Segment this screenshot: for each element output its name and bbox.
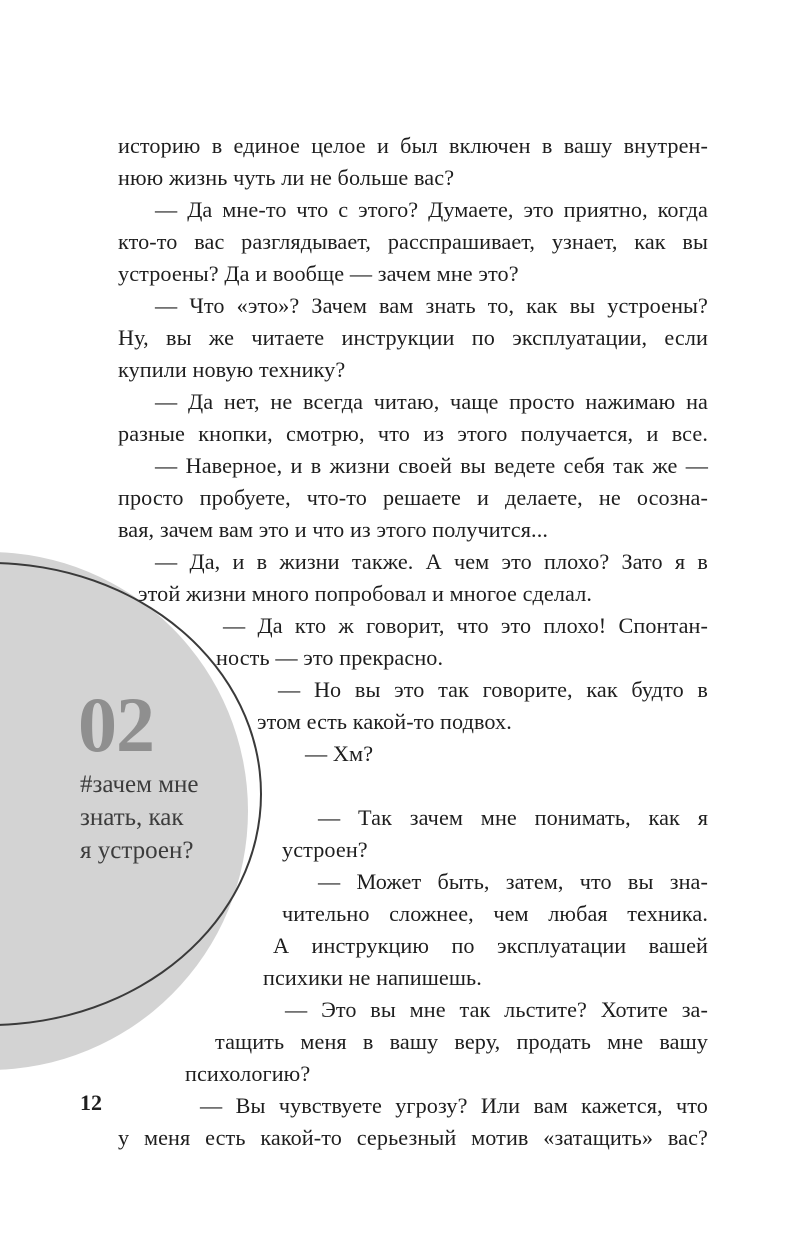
text-line: чительно сложнее, чем любая техника. xyxy=(282,901,708,926)
text-line: историю в единое целое и был включен в вашу внутрен- xyxy=(118,133,708,158)
text-line: тащить меня в вашу веру, продать мне вашу xyxy=(215,1029,708,1054)
text-line: Ну, вы же читаете инструкции по эксплуатации, если xyxy=(118,325,708,350)
text-line: А инструкцию по эксплуатации вашей xyxy=(273,933,708,958)
chapter-title-line: я устроен? xyxy=(80,837,194,864)
text-line: психики не напишешь. xyxy=(263,965,482,990)
text-line: этой жизни много попробовал и многое сделал. xyxy=(138,581,593,606)
chapter-title xyxy=(80,768,199,867)
text-line: вая, зачем вам это и что из этого получится... xyxy=(118,517,548,542)
text-line: — Да мне-то что с этого? Думаете, это приятно, когда xyxy=(155,197,708,222)
chapter-number: 02 xyxy=(78,681,154,768)
text-line: разные кнопки, смотрю, что из этого получается, и все. xyxy=(118,421,708,446)
text-line: — Это вы мне так льстите? Хотите за- xyxy=(285,997,708,1022)
text-line: — Может быть, затем, что вы зна- xyxy=(318,869,708,894)
text-line: — Да нет, не всегда читаю, чаще просто нажимаю на xyxy=(155,389,708,414)
text-line: — Но вы это так говорите, как будто в xyxy=(278,677,708,702)
text-line: у меня есть какой-то серьезный мотив «затащить» вас? xyxy=(118,1125,708,1150)
text-line: — Так зачем мне понимать, как я xyxy=(318,805,708,830)
text-line: — Хм? xyxy=(305,741,374,766)
text-line: — Что «это»? Зачем вам знать то, как вы устроены? xyxy=(155,293,708,318)
text-line: устроены? Да и вообще — зачем мне это? xyxy=(118,261,519,286)
chapter-title-line: #зачем мне xyxy=(80,771,199,798)
text-line: — Наверное, и в жизни своей вы ведете себя так же — xyxy=(155,453,708,478)
chapter-title-line: знать, как xyxy=(80,804,184,831)
text-line: устроен? xyxy=(282,837,368,862)
text-line: — Вы чувствуете угрозу? Или вам кажется, что xyxy=(200,1093,708,1118)
text-line: психологию? xyxy=(185,1061,311,1086)
text-line: ность — это прекрасно. xyxy=(216,645,444,670)
text-line: — Да кто ж говорит, что это плохо! Спонтан- xyxy=(223,613,708,638)
text-line: этом есть какой-то подвох. xyxy=(257,709,512,734)
page-number: 12 xyxy=(80,1090,102,1115)
text-line: просто пробуете, что-то решаете и делаете, не осозна- xyxy=(118,485,708,510)
text-line: купили новую технику? xyxy=(118,357,346,382)
text-line: нюю жизнь чуть ли не больше вас? xyxy=(118,165,455,190)
text-line: кто-то вас разглядывает, расспрашивает, узнает, как вы xyxy=(118,229,708,254)
text-line: — Да, и в жизни также. А чем это плохо? Зато я в xyxy=(155,549,708,574)
